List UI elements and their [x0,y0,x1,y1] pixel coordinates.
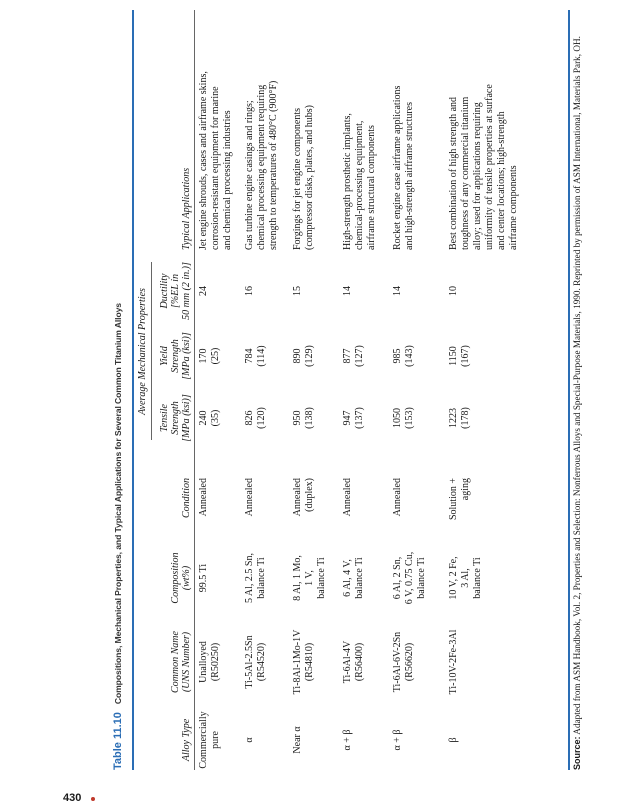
cell-line: 6 Al, 2 Sn, [392,556,403,600]
cell-line: (114) [256,345,267,367]
cell-common-name [198,620,222,704]
cell-line: (R54810) [304,642,315,682]
header-ductility [159,260,192,322]
cell-line: balance Ti [256,557,267,599]
header-line: (UNS Number) [181,631,192,693]
cell-line: Unalloyed [198,641,209,683]
cell-line: 877 [342,348,353,364]
cell-line: airframe components [508,165,519,250]
cell-line: High-strength prosthetic implants, [342,113,353,250]
cell-line: α + β [342,729,353,751]
cell-ductility [342,260,354,322]
cell-line: Annealed [292,478,303,517]
cell-applications [392,10,416,250]
header-line: [MPa (ksi)] [181,394,192,442]
cell-line: Ti-6Al-4V [342,640,353,684]
cell-yield [292,330,316,382]
group-header: Average Mechanical Properties [137,288,148,415]
cell-common-name [292,620,316,704]
table-label: Table 11.10 [112,712,124,770]
bottom-rule [568,10,570,770]
source-note [572,10,584,770]
cell-common-name [392,620,416,704]
header-applications [181,10,192,250]
header-line: Strength [170,339,181,373]
cell-ductility [198,260,210,322]
cell-line: Annealed [244,478,255,517]
cell-line: 10 [448,286,459,296]
header-condition [181,478,192,538]
cell-line: 14 [392,286,403,296]
cell-line: 890 [292,348,303,364]
cell-alloy-type [244,710,256,770]
page-number: 430 [63,792,82,804]
cell-line: Annealed [392,478,403,517]
cell-line: (R50250) [210,642,221,682]
cell-line: (120) [256,407,267,429]
cell-line: Near α [292,726,303,754]
cell-alloy-type [342,710,354,770]
cell-common-name [448,620,460,704]
cell-line: (duplex) [304,478,315,512]
cell-line: strength to temperatures of 480°C (900°F) [268,80,279,250]
cell-yield [198,330,222,382]
cell-line: Jet engine shrouds, cases and airframe skins, [198,71,209,250]
cell-line: 16 [244,286,255,296]
cell-line: (127) [354,345,365,367]
cell-line: (R56400) [354,642,365,682]
cell-line: Annealed [342,478,353,517]
cell-tensile [448,392,472,444]
cell-line: (R56620) [404,642,415,682]
cell-line: and high-strength airframe structures [404,101,415,250]
cell-applications [342,10,378,250]
cell-line: 240 [198,410,209,426]
cell-line: 14 [342,286,353,296]
cell-line: 10 V, 2 Fe, [448,556,459,600]
cell-yield [448,330,472,382]
cell-line: 1050 [392,408,403,428]
cell-line: toughness of any commercial titanium [460,96,471,250]
cell-line: balance Ti [472,557,483,599]
cell-line: Forgings for jet engine components [292,107,303,250]
header-line: Yield [159,346,170,366]
cell-common-name [342,620,366,704]
cell-line: Ti-5Al-2.5Sn [244,635,255,689]
cell-yield [392,330,416,382]
cell-condition [392,478,404,538]
cell-line: Ti-8Al-1Mo-1V [292,629,303,695]
cell-line: α [244,737,255,743]
cell-line: 3 Al, [460,568,471,588]
cell-line: Solution + [448,478,459,521]
cell-line: 950 [292,410,303,426]
cell-line: (167) [460,345,471,367]
cell-composition [292,540,328,616]
cell-composition [198,540,210,616]
header-composition [170,540,192,616]
cell-line: 1150 [448,346,459,366]
cell-ductility [392,260,404,322]
cell-composition [392,540,428,616]
cell-line: balance Ti [416,557,427,599]
cell-line: (153) [404,407,415,429]
rotated-table [110,10,630,770]
cell-line: 8 Al, 1 Mo, [292,555,303,601]
cell-ductility [244,260,256,322]
top-rule [132,10,134,770]
header-yield [159,330,192,382]
cell-tensile [342,392,366,444]
cell-line: (129) [304,345,315,367]
cell-line: 6 Al, 4 V, [342,559,353,597]
cell-tensile [292,392,316,444]
cell-line: pure [210,731,221,749]
cell-condition [342,478,354,538]
cell-line: 15 [292,286,303,296]
cell-line: 24 [198,286,209,296]
cell-line: Commercially [198,711,209,769]
cell-common-name [244,620,268,704]
cell-line: chemical processing equipment requiring [256,84,267,250]
cell-alloy-type [292,710,304,770]
cell-line: (35) [210,409,221,427]
cell-tensile [198,392,222,444]
cell-line: Rocket engine case airframe applications [392,85,403,250]
cell-line: chemical-processing equipment, [354,120,365,250]
cell-composition [342,540,366,616]
cell-line: 947 [342,410,353,426]
cell-line: (143) [404,345,415,367]
cell-line: 1 V, [304,570,315,586]
cell-line: 99.5 Ti [198,563,209,593]
header-line: [MPa (ksi)] [181,332,192,380]
cell-line: and chemical processing industries [222,110,233,250]
cell-applications [292,10,316,250]
cell-composition [448,540,484,616]
cell-line: β [448,737,459,743]
group-rule [151,262,152,440]
cell-yield [244,330,268,382]
cell-tensile [244,392,268,444]
header-line: Strength [170,401,181,435]
header-tensile [159,392,192,444]
cell-ductility [292,260,304,322]
page-marker-dot [91,797,95,801]
cell-line: uniformity of tensile properties at surface [484,84,495,250]
source-label: Source: [572,736,582,770]
cell-yield [342,330,366,382]
header-alloy-type [181,710,192,770]
cell-condition [448,478,472,538]
cell-line: 5 Al, 2.5 Sn, [244,553,255,604]
cell-alloy-type [448,710,460,770]
cell-applications [244,10,280,250]
cell-line: 826 [244,410,255,426]
cell-line: and center locations; high-strength [496,111,507,250]
cell-line: (138) [304,407,315,429]
cell-line: (137) [354,407,365,429]
cell-condition [244,478,256,538]
cell-line: (R54520) [256,642,267,682]
cell-line: (178) [460,407,471,429]
cell-tensile [392,392,416,444]
cell-line: aging [460,478,471,501]
cell-line: Ti-10V-2Fe-3Al [448,629,459,695]
header-line: Typical Applications [181,167,192,250]
cell-line: (compressor disks, plates, and hubs) [304,105,315,250]
cell-line: 6 V, 0.75 Cu, [404,551,415,605]
cell-line: 784 [244,348,255,364]
cell-line: Gas turbine engine casings and rings; [244,100,255,250]
cell-alloy-type [392,710,404,770]
cell-line: 170 [198,348,209,364]
header-line: Ductility [159,273,170,309]
cell-composition [244,540,268,616]
header-line: Tensile [159,404,170,432]
header-line: Common Name [170,631,181,693]
cell-line: Best combination of high strength and [448,96,459,250]
header-line: Condition [181,478,192,519]
cell-line: airframe structural components [366,125,377,250]
header-common-name [170,620,192,704]
cell-line: Annealed [198,478,209,517]
cell-line: corrosion-resistant equipment for marine [210,86,221,250]
cell-line: 1223 [448,408,459,428]
table-title: Compositions, Mechanical Properties, and Typical Applications for Several Common Titanium Alloys [113,303,123,705]
cell-line: balance Ti [316,557,327,599]
header-line: (wt%) [181,565,192,591]
header-line: 50 mm (2 in.)] [181,262,192,320]
cell-line: alloy; used for applications requiring [472,102,483,250]
cell-condition [198,478,210,538]
table-caption [110,10,128,770]
cell-line: α + β [392,729,403,751]
cell-line: balance Ti [354,557,365,599]
cell-alloy-type [198,710,222,770]
cell-applications [198,10,234,250]
header-line: Composition [170,552,181,604]
header-line: [%EL in [170,274,181,308]
cell-ductility [448,260,460,322]
header-line: Alloy Type [181,718,192,762]
cell-applications [448,10,520,250]
cell-condition [292,478,316,538]
cell-line: 985 [392,348,403,364]
source-text: Adapted from ASM Handbook, Vol. 2, Properties and Selection: Nonferrous Alloys and Special-Purpose Materials, 1990. Reprinted by permission of ASM International, Materials Park, OH. [572,36,582,735]
cell-line: Ti-6Al-6V-2Sn [392,631,403,693]
header-rule [194,10,195,770]
cell-line: (25) [210,347,221,365]
